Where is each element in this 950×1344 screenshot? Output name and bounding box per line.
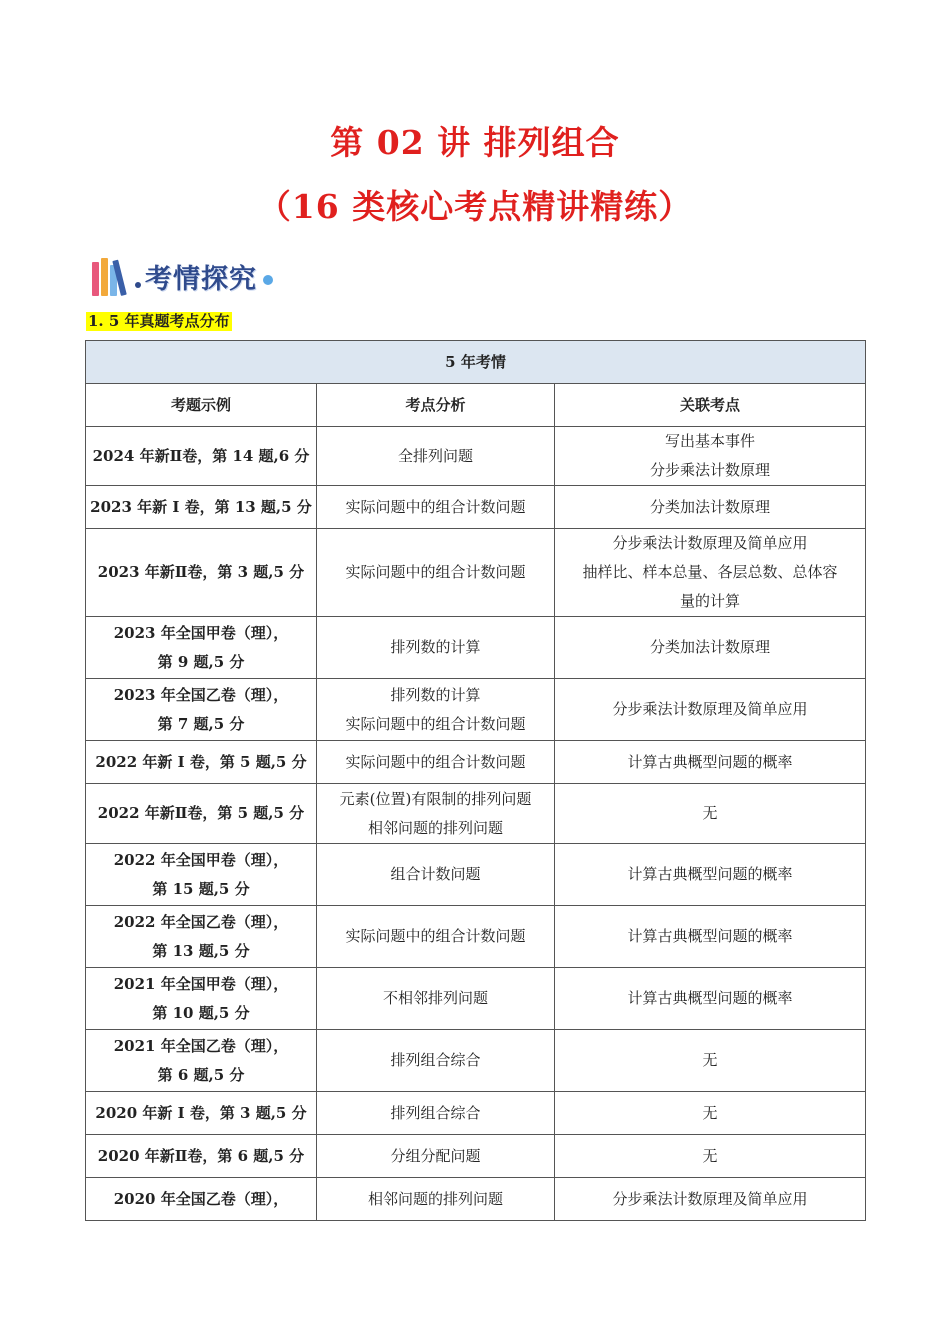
table-row — [86, 486, 866, 529]
cell-analysis-line: 排列数的计算 — [390, 638, 481, 656]
cell-related-line: 抽样比、样本总量、各层总数、总体容 — [582, 563, 838, 581]
cell-analysis-line: 不相邻排列问题 — [382, 989, 488, 1007]
cell-related-line: 计算古典概型问题的概率 — [627, 989, 793, 1007]
cell-example-line: 第 9 题,5 分 — [157, 652, 245, 671]
table-row — [86, 784, 866, 844]
cell-example-line: 2021 年全国甲卷（理）， — [113, 974, 289, 993]
cell-related-line: 无 — [702, 1103, 718, 1122]
column-header-analysis: 考点分析 — [317, 384, 555, 427]
cell-related-line: 写出基本事件 — [665, 432, 756, 450]
cell-analysis — [317, 741, 555, 784]
cell-analysis — [317, 1092, 555, 1135]
cell-related — [555, 784, 866, 844]
cell-example — [86, 1030, 317, 1092]
cell-related-line: 分类加法计数原理 — [650, 638, 771, 656]
cell-analysis — [317, 968, 555, 1030]
cell-example — [86, 968, 317, 1030]
cell-example-line: 2022 年全国甲卷（理）， — [113, 850, 289, 869]
cell-related — [555, 427, 866, 486]
cell-example — [86, 617, 317, 679]
cell-analysis — [317, 1135, 555, 1178]
cell-related — [555, 617, 866, 679]
table-row — [86, 1030, 866, 1092]
section-title: 考情探究 — [145, 263, 257, 295]
cell-analysis-line: 实际问题中的组合计数问题 — [345, 752, 526, 771]
cell-analysis-line: 实际问题中的组合计数问题 — [345, 714, 526, 733]
cell-example-line: 2020 年新Ⅱ卷，第 6 题,5 分 — [97, 1146, 305, 1165]
cell-related-line: 分步乘法计数原理 — [650, 461, 771, 479]
column-header-example: 考题示例 — [86, 384, 317, 427]
cell-example-line: 第 15 题,5 分 — [152, 879, 250, 898]
cell-related-line: 分步乘法计数原理及简单应用 — [612, 700, 808, 718]
cell-example-line: 2022 年全国乙卷（理）， — [113, 912, 289, 931]
cell-related — [555, 906, 866, 968]
cell-example — [86, 1135, 317, 1178]
exam-table — [85, 340, 866, 1221]
cell-example — [86, 427, 317, 486]
cell-related — [555, 844, 866, 906]
cell-example-line: 2023 年新 I 卷，第 13 题,5 分 — [90, 497, 312, 516]
page-title: 第 02 讲 排列组合 — [330, 123, 620, 162]
cell-example-line: 2023 年全国甲卷（理）， — [113, 623, 289, 642]
cell-analysis-line: 全排列问题 — [397, 446, 473, 465]
circle-icon — [263, 275, 273, 285]
cell-related-line: 分步乘法计数原理及简单应用 — [612, 1189, 808, 1208]
cell-related-line: 计算古典概型问题的概率 — [627, 865, 793, 883]
cell-example — [86, 906, 317, 968]
cell-analysis-line: 相邻问题的排列问题 — [367, 1189, 503, 1208]
cell-example — [86, 529, 317, 617]
table-row — [86, 529, 866, 617]
cell-example-line: 2021 年全国乙卷（理）， — [113, 1036, 289, 1055]
cell-related — [555, 968, 866, 1030]
cell-example — [86, 844, 317, 906]
table-row — [86, 844, 866, 906]
cell-analysis — [317, 784, 555, 844]
cell-analysis — [317, 1030, 555, 1092]
cell-related — [555, 1030, 866, 1092]
cell-analysis-line: 相邻问题的排列问题 — [367, 818, 503, 837]
cell-analysis-line: 排列数的计算 — [390, 685, 481, 704]
column-header-related: 关联考点 — [555, 384, 866, 427]
dot-icon — [135, 282, 141, 288]
cell-example-line: 2020 年全国乙卷（理）， — [113, 1189, 289, 1208]
page-subtitle: （16 类核心考点精讲精练） — [257, 187, 693, 226]
table-row — [86, 1178, 866, 1221]
cell-related-line: 无 — [702, 1146, 718, 1165]
cell-example — [86, 486, 317, 529]
cell-example-line: 第 13 题,5 分 — [152, 941, 250, 960]
subheading: 1. 5 年真题考点分布 — [88, 312, 230, 330]
cell-analysis — [317, 617, 555, 679]
cell-example — [86, 741, 317, 784]
table-row — [86, 968, 866, 1030]
cell-related-line: 计算古典概型问题的概率 — [627, 927, 793, 945]
cell-example-line: 2020 年新 I 卷，第 3 题,5 分 — [95, 1103, 307, 1122]
cell-related-line: 分类加法计数原理 — [650, 497, 771, 516]
cell-analysis — [317, 844, 555, 906]
cell-analysis-line: 排列组合综合 — [390, 1051, 481, 1069]
cell-analysis-line: 组合计数问题 — [390, 865, 481, 883]
cell-example-line: 2023 年全国乙卷（理）， — [113, 685, 289, 704]
cell-related-line: 计算古典概型问题的概率 — [627, 752, 793, 771]
cell-analysis-line: 实际问题中的组合计数问题 — [345, 927, 526, 945]
table-row — [86, 427, 866, 486]
cell-example — [86, 679, 317, 741]
cell-related — [555, 486, 866, 529]
cell-related — [555, 1178, 866, 1221]
table-caption: 5 年考情 — [86, 341, 866, 384]
cell-analysis-line: 元素(位置)有限制的排列问题 — [339, 789, 532, 808]
table-row — [86, 906, 866, 968]
table-row — [86, 679, 866, 741]
cell-example — [86, 1178, 317, 1221]
cell-example — [86, 1092, 317, 1135]
cell-analysis-line: 分组分配问题 — [390, 1146, 481, 1165]
cell-analysis-line: 实际问题中的组合计数问题 — [345, 497, 526, 516]
cell-related — [555, 741, 866, 784]
cell-example-line: 2024 年新Ⅱ卷，第 14 题,6 分 — [92, 446, 310, 465]
cell-example-line: 第 6 题,5 分 — [157, 1065, 245, 1084]
table-row — [86, 741, 866, 784]
cell-example-line: 第 10 题,5 分 — [152, 1003, 250, 1022]
cell-related — [555, 679, 866, 741]
cell-analysis — [317, 1178, 555, 1221]
cell-related-line: 无 — [702, 804, 718, 822]
cell-related-line: 量的计算 — [680, 592, 741, 610]
cell-analysis — [317, 906, 555, 968]
cell-analysis — [317, 679, 555, 741]
cell-example-line: 2023 年新Ⅱ卷，第 3 题,5 分 — [97, 563, 305, 581]
cell-example-line: 2022 年新Ⅱ卷，第 5 题,5 分 — [97, 804, 305, 822]
cell-example — [86, 784, 317, 844]
cell-analysis — [317, 486, 555, 529]
cell-related-line: 分步乘法计数原理及简单应用 — [612, 534, 808, 552]
cell-analysis — [317, 529, 555, 617]
cell-analysis-line: 实际问题中的组合计数问题 — [345, 563, 526, 581]
table-row — [86, 1092, 866, 1135]
books-icon — [92, 256, 129, 296]
cell-analysis — [317, 427, 555, 486]
cell-related — [555, 1135, 866, 1178]
table-row — [86, 617, 866, 679]
cell-analysis-line: 排列组合综合 — [390, 1103, 481, 1122]
cell-related — [555, 529, 866, 617]
section-header — [92, 254, 273, 298]
cell-related-line: 无 — [702, 1051, 718, 1069]
table-row — [86, 1135, 866, 1178]
cell-related — [555, 1092, 866, 1135]
cell-example-line: 2022 年新 I 卷，第 5 题,5 分 — [95, 752, 307, 771]
cell-example-line: 第 7 题,5 分 — [157, 714, 245, 733]
